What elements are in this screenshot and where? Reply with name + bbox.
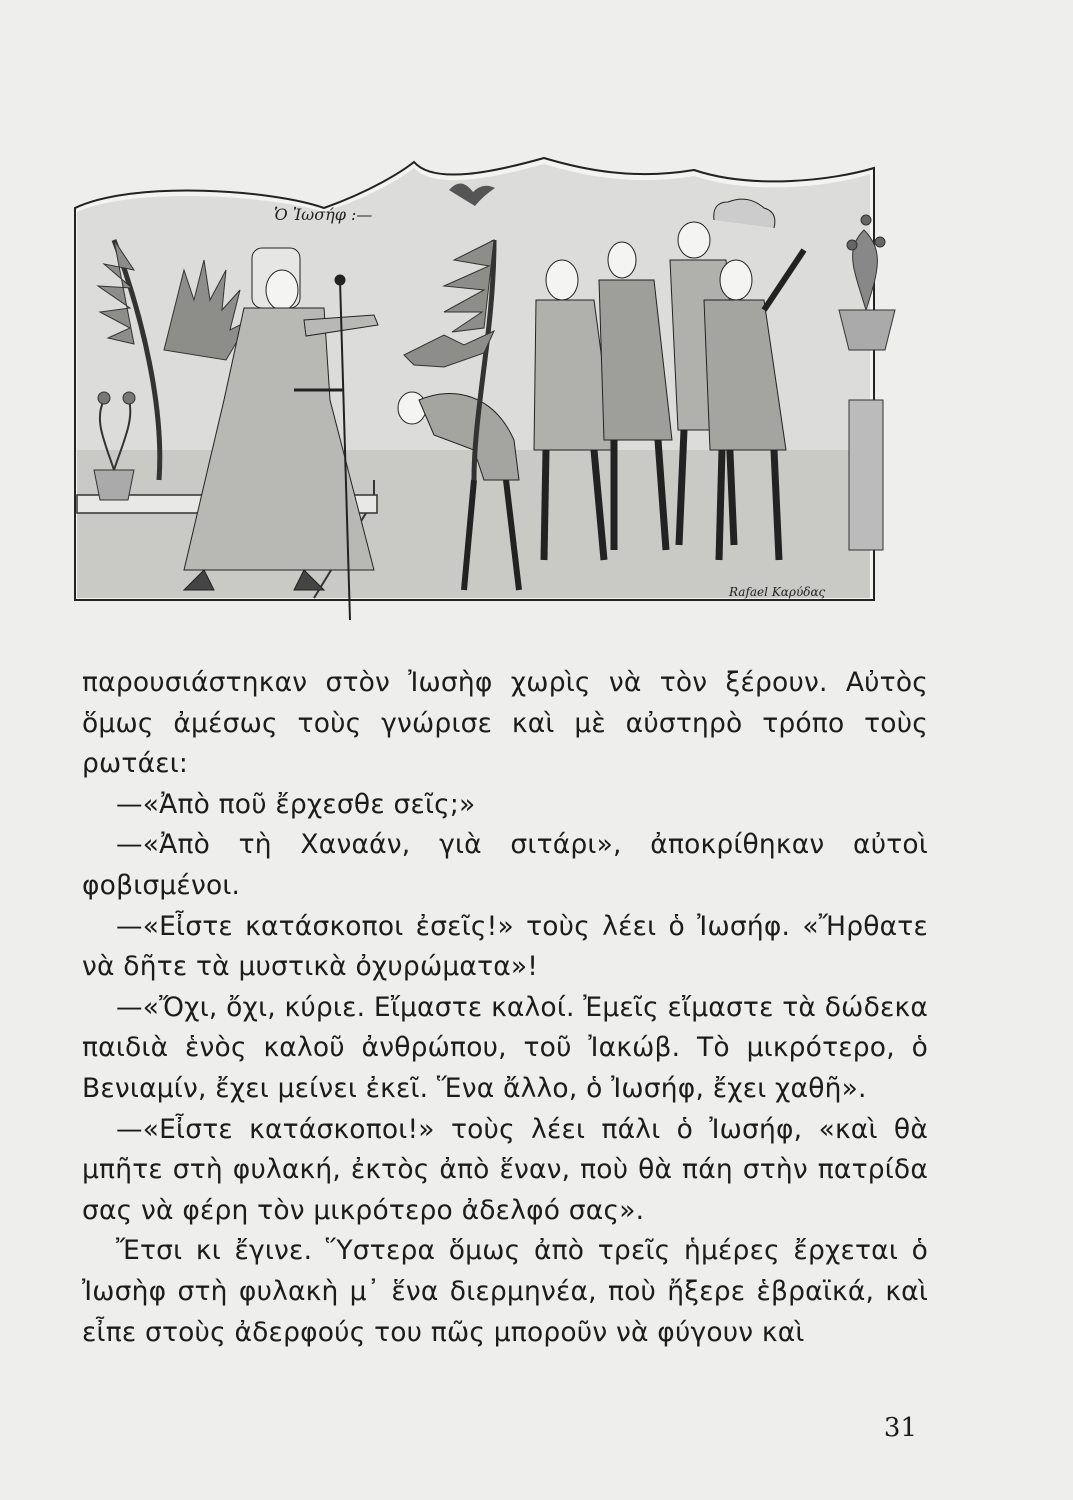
body-text bbox=[82, 663, 928, 1353]
illustrator-signature: Rafael Καρύδας bbox=[729, 585, 826, 599]
paragraph: —«Ὄχι, ὄχι, κύριε. Εἴμαστε καλοί. Ἐμεῖς εἴμαστε τὰ δώδεκα παιδιὰ ἑνὸς καλοῦ ἀνθρώπου, τοῦ Ἰακώβ. Τὸ μικρότερο, ὁ Βενιαμίν, ἔχει μείνει ἐκεῖ. Ἕνα ἄλλο, ὁ Ἰωσήφ, ἔχει χαθῆ». bbox=[82, 991, 928, 1104]
paragraph: —«Ἀπὸ ποῦ ἔρχεσθε σεῖς;» bbox=[116, 788, 476, 820]
paragraph: —«Εἶστε κατάσκοποι!» τοὺς λέει πάλι ὁ Ἰωσήφ, «καὶ θὰ μπῆτε στὴ φυλακή, ἐκτὸς ἀπὸ ἕναν, ποὺ θὰ πάη στὴν πατρίδα σας νὰ φέρη τὸν μικρότερο ἀδελφό σας». bbox=[82, 1113, 928, 1226]
paragraph: παρουσιάστηκαν στὸν Ἰωσὴφ χωρὶς νὰ τὸν ξέρουν. Αὐτὸς ὅμως ἀμέσως τοὺς γνώρισε καὶ μὲ αὐστηρὸ τρόπο τοὺς ρωτάει: bbox=[82, 667, 928, 780]
illustration-caption: Ὁ Ἰωσήφ :— bbox=[274, 205, 373, 224]
paragraph: Ἔτσι κι ἔγινε. Ὕστερα ὅμως ἀπὸ τρεῖς ἡμέρες ἔρχεται ὁ Ἰωσὴφ στὴ φυλακὴ μ᾿ ἕνα διερμηνέα, ποὺ ἤξερε ἑβραϊκά, καὶ εἶπε στοὺς ἀδερφούς του πῶς μποροῦν νὰ φύγουν καὶ bbox=[82, 1235, 928, 1348]
paragraph: —«Εἶστε κατάσκοποι ἐσεῖς!» τοὺς λέει ὁ Ἰωσήφ. «Ἤρθατε νὰ δῆτε τὰ μυστικὰ ὀχυρώματα»! bbox=[82, 910, 928, 983]
illustration bbox=[74, 150, 930, 620]
joseph-and-brothers-drawing bbox=[74, 150, 930, 620]
page-number: 31 bbox=[883, 1413, 917, 1443]
paragraph: —«Ἀπὸ τὴ Χαναάν, γιὰ σιτάρι», ἀποκρίθηκαν αὐτοὶ φοβισμένοι. bbox=[82, 829, 928, 901]
